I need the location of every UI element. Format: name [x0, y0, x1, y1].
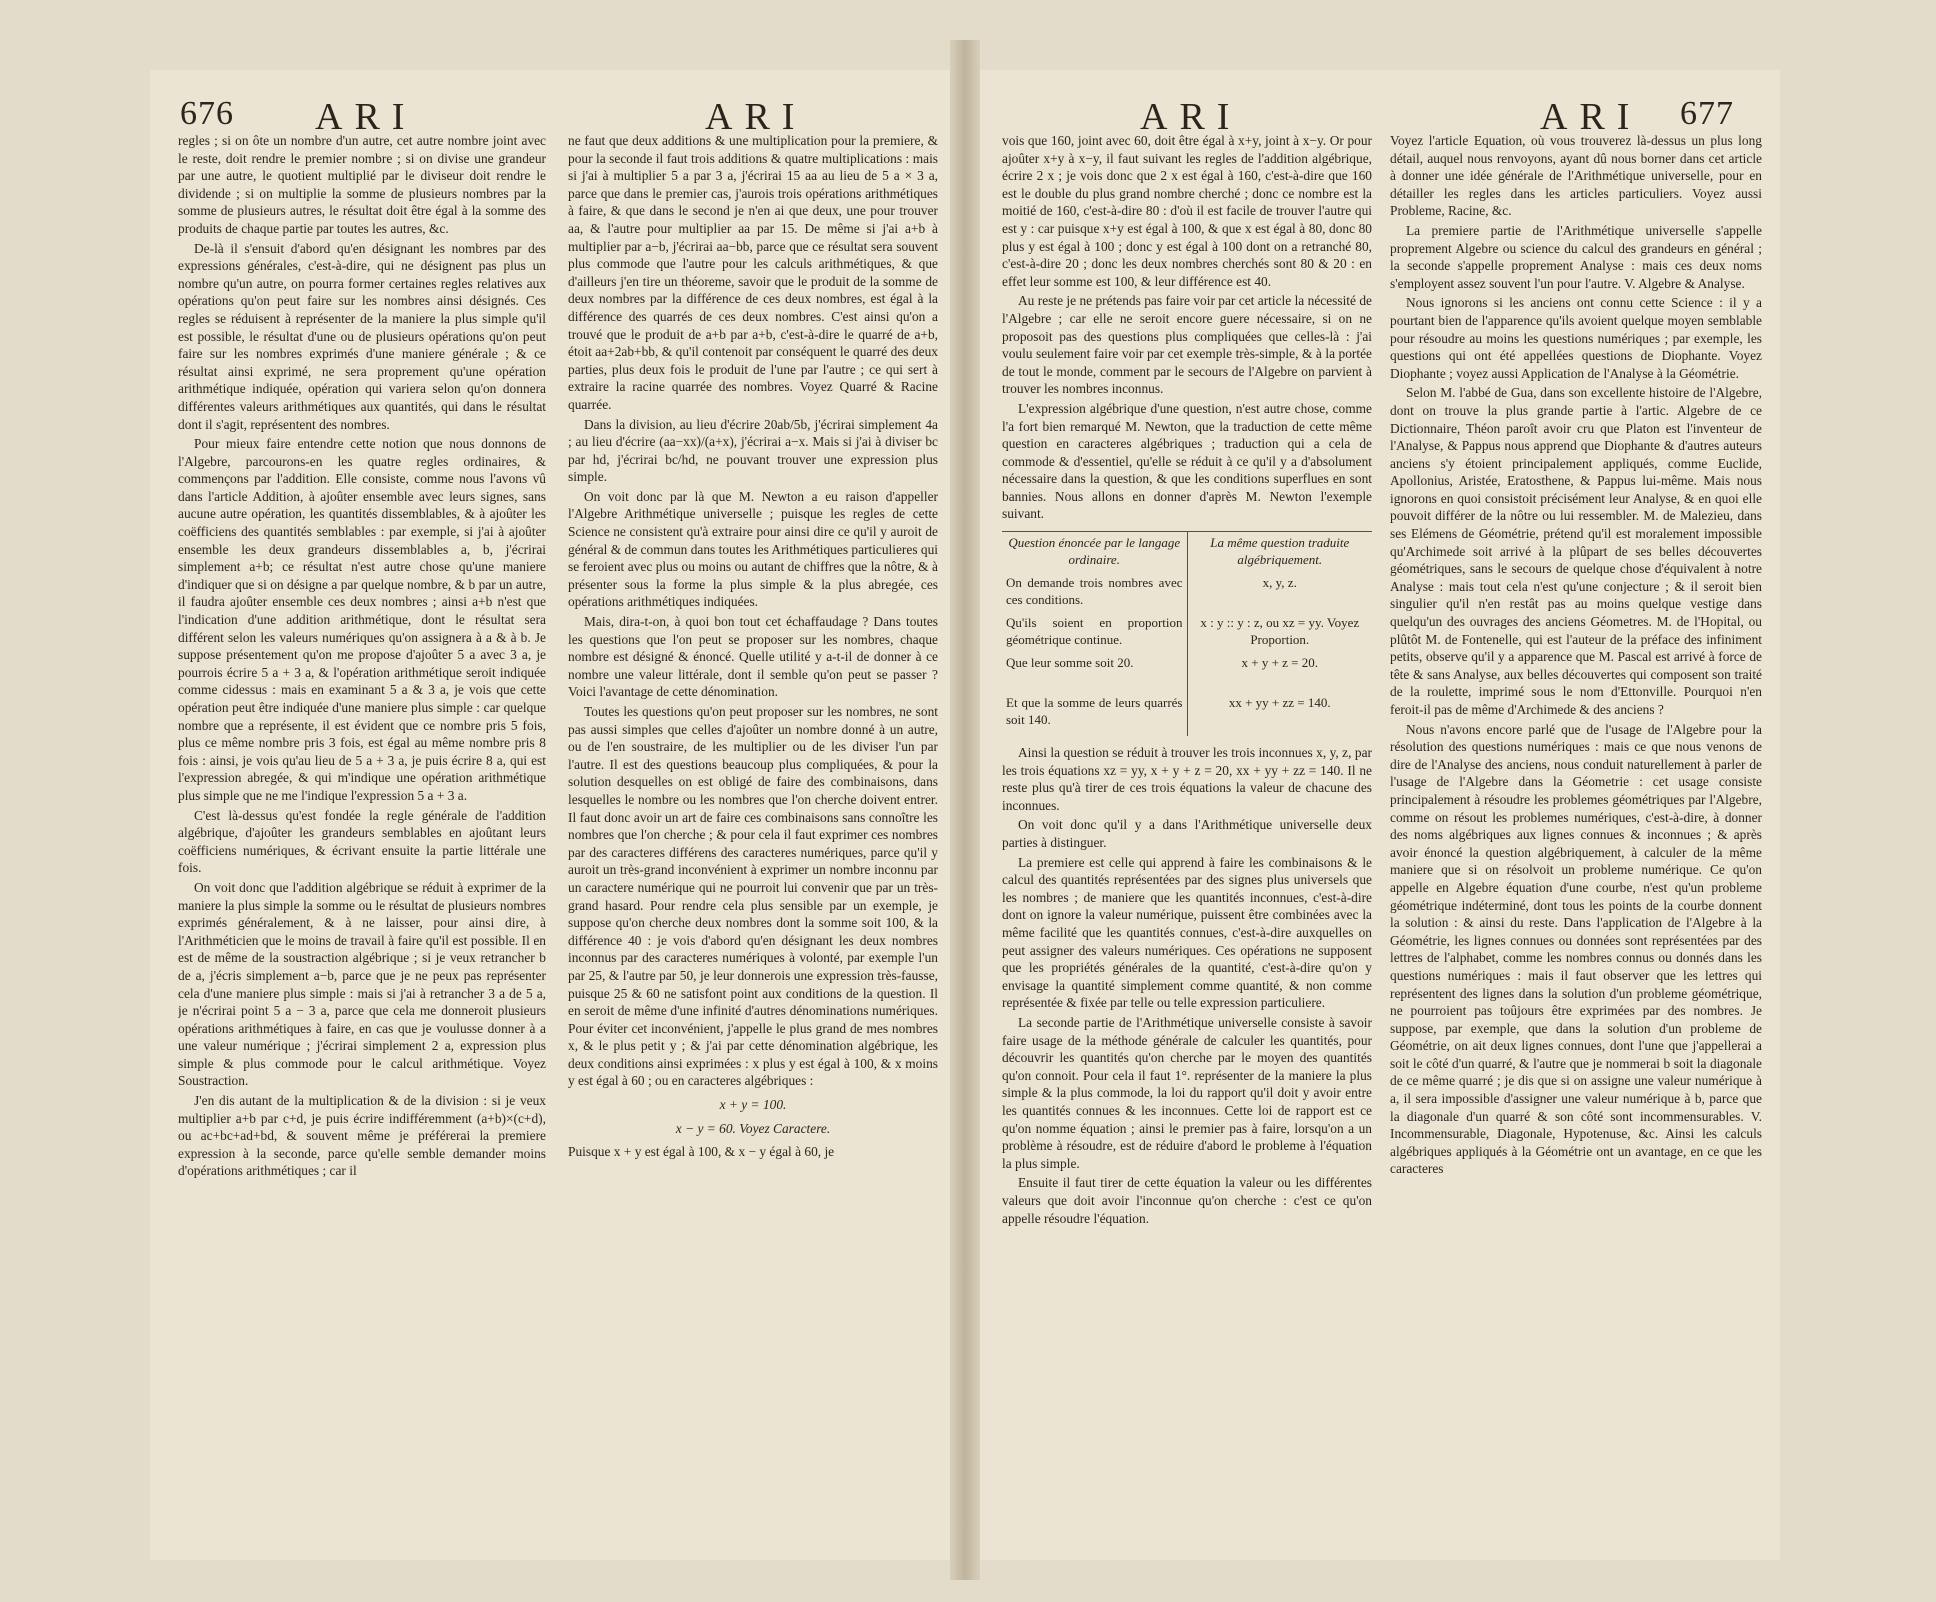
paragraph: Dans la division, au lieu d'écrire 20ab/5b, j'écrirai simplement 4a ; au lieu d'écrire (aa−xx)/(a+x), j'écrirai a−x. Mais si j'ai à diviser bc par hd, j'écrirai bc/hd, ne pouvant trouver une expression plus simple.	[568, 416, 938, 485]
table-cell: xx + yy + zz = 140.	[1228, 695, 1331, 711]
table-cell: x : y :: y : z, ou xz = yy. Voyez Proportion.	[1200, 615, 1360, 648]
paragraph: C'est là-dessus qu'est fondée la regle générale de l'addition algébrique, d'ajoûter les grandeurs semblables en ajoûtant leurs coëfficiens numériques, & écrivant ensuite la partie littérale une fois.	[178, 807, 546, 876]
left-page-column-1	[178, 132, 546, 1542]
running-head: ARI	[705, 96, 807, 138]
table-header: Question énoncée par le langage ordinaire.	[1008, 535, 1181, 568]
running-head: ARI	[1540, 96, 1642, 138]
paragraph: ne faut que deux additions & une multiplication pour la premiere, & pour la seconde il faut trois additions & quatre multiplications : mais si j'ai à multiplier 5 a par 3 a, j'écrirai 15 aa au lieu de 5 a × 3 a, parce que dans le premier cas, j'aurois trois opérations arithmétiques à faire, & que dans le second je n'en ai que deux, une pour trouver aa, & l'autre pour multiplier aa par 15. De même si j'ai a+b à multiplier par a−b, j'écrirai aa−bb, parce que ce résultat sera souvent plus commode que l'autre pour les calculs arithmétiques, & que d'ailleurs j'en tire un théoreme, savoir que le produit de la somme de deux nombres par la différence de ces deux nombres, est égal à la différence des quarrés de ces deux nombres. C'est ainsi qu'on a trouvé que le produit de a+b par a+b, c'est-à-dire le quarré de a+b, étoit aa+2ab+bb, & qu'il contenoit par conséquent le quarré des deux parties, plus deux fois le produit de l'une par l'autre ; ce qui sert à extraire la racine quarrée des nombres. Voyez Quarré & Racine quarrée.	[568, 133, 938, 412]
paragraph: Toutes les questions qu'on peut proposer sur les nombres, ne sont pas aussi simples que celles d'ajoûter un nombre donné à un autre, ou de l'en soustraire, de les multiplier ou de les diviser l'un par l'autre. Il est des questions beaucoup plus compliquées, & pour la solution desquelles on est obligé de faire des combinaisons, dans lesquelles le nombre ou les nombres que l'on cherche doivent entrer. Il faut donc avoir un art de faire ces combinaisons sans connoître les nombres que l'on cherche ; & pour cela il faut exprimer ces nombres par des caracteres différens des caracteres numériques, parce qu'il y auroit un très-grand inconvénient à exprimer un nombre inconnu par un caractere numérique qui ne pourroit lui convenir que par un très-grand hasard. Pour rendre cela plus sensible par un exemple, je suppose qu'on cherche deux nombres dont la somme soit 100, & la différence 40 : je vois d'abord qu'en désignant les deux nombres inconnus par des caracteres numériques à volonté, par exemple l'un par 25, & l'autre par 50, je leur donnerois une expression très-fausse, puisque 25 & 60 ne satisfont point aux conditions de la question. Il en seroit de même d'une infinité d'autres dénominations numériques. Pour éviter cet inconvénient, j'appelle le plus grand de mes nombres x, & le plus petit y ; & j'ai par cette dénomination algébrique, les deux conditions ainsi exprimées : x plus y est égal à 100, & x moins y est égal à 60 ; ou en caracteres algébriques :	[568, 704, 938, 1089]
equation: x + y = 100.	[719, 1097, 787, 1113]
paragraph: Puisque x + y est égal à 100, & x − y égal à 60, je	[568, 1144, 835, 1160]
page-number: 676	[180, 95, 234, 132]
paragraph: Mais, dira-t-on, à quoi bon tout cet échaffaudage ? Dans toutes les questions que l'on peut se proposer sur les nombres, chaque nombre est désigné & énoncé. Quelle utilité y a-t-il de donner à ce nombre une valeur littérale, dont il semble qu'on peut se passer ? Voici l'avantage de cette dénomination.	[568, 614, 938, 700]
paragraph: On voit donc qu'il y a dans l'Arithmétique universelle deux parties à distinguer.	[1002, 817, 1372, 851]
paragraph: vois que 160, joint avec 60, doit être égal à x+y, joint à x−y. Or pour ajoûter x+y à x−y, il faut suivant les regles de l'addition algébrique, écrire 2 x ; je vois donc que 2 x est égal à 160, c'est-à-dire que 160 est le double du plus grand nombre cherché ; donc ce nombre est la moitié de 160, c'est-à-dire 80 : d'où il est facile de trouver l'autre qui est y : car puisque x+y est égal à 100, & que x est égal à 80, donc 80 plus y est égal à 100 ; donc y est égal à 100 dont on a retranché 80, c'est-à-dire 20 ; donc les deux nombres cherchés sont 80 & 20 : en effet leur somme est 100, & leur différence est 40.	[1002, 133, 1372, 289]
paragraph: La seconde partie de l'Arithmétique universelle consiste à savoir faire usage de la méthode générale de calculer les quantités, pour découvrir les quantités qu'on cherche par le moyen des quantités qu'on connoit. Pour cela il faut 1°. représenter de la maniere la plus simple & la plus commode, la loi du rapport qu'il doit y avoir entre les quantités connues & les inconnues. Cette loi de rapport est ce qu'on nomme équation ; ainsi le premier pas à faire, lorsqu'on a un problème à résoudre, est de réduire d'abord le probleme à l'équation la plus simple.	[1002, 1014, 1372, 1171]
paragraph: La premiere partie de l'Arithmétique universelle s'appelle proprement Algebre ou science du calcul des grandeurs en général ; la seconde s'appelle proprement Analyse : mais ces deux noms s'employent assez souvent l'un pour l'autre. V. Algebre & Analyse.	[1390, 222, 1762, 291]
running-head: ARI	[315, 96, 417, 138]
right-page	[980, 70, 1780, 1560]
table-cell: Qu'ils soient en proportion géométrique continue.	[1006, 615, 1183, 648]
right-page-column-2	[1390, 132, 1762, 1542]
running-head: ARI	[1140, 96, 1242, 138]
paragraph: On voit donc par là que M. Newton a eu raison d'appeller l'Algebre Arithmétique universelle ; puisque les regles de cette Science ne consistent qu'à extraire pour ainsi dire ce qu'il y auroit de général & de commun dans toutes les Arithmétiques particulieres qui se feroient avec plus ou moins ou autant de chiffres que la nôtre, & à présenter sous la forme la plus simple & la plus abregée, ces opérations arithmétiques indiquées.	[568, 488, 938, 610]
page-number: 677	[1680, 95, 1734, 132]
paragraph: Au reste je ne prétends pas faire voir par cet article la nécessité de l'Algebre ; car elle ne seroit encore guere nécessaire, si on ne proposoit pas des questions plus compliquées que celles-là : j'ai voulu seulement faire voir par cet exemple très-simple, & à la portée de tout le monde, comment par le secours de l'Algebre on parvient à trouver les nombres inconnus.	[1002, 293, 1372, 397]
paragraph: Nous n'avons encore parlé que de l'usage de l'Algebre pour la résolution des questions numériques : mais ce que nous venons de dire de l'Analyse des anciens, nous conduit naturellement à parler de l'usage de l'Algebre dans la Géometrie : cet usage consiste principalement à résoudre les problemes géométriques par l'Algebre, comme on résout les problemes numériques, c'est-à-dire, à donner des noms algébriques aux lignes connues & inconnues ; & après avoir énoncé la question algébriquement, à calculer de la même maniere que si on résolvoit un probleme numérique. Ce qu'on appelle en Algebre équation d'une courbe, n'est qu'un probleme géométrique indéterminé, dont tous les points de la courbe donnent la solution : & ainsi du reste. Dans l'application de l'Algebre à la Géométrie, les lignes connues ou données sont représentées par des lettres de l'alphabet, comme les nombres connus ou donnés dans les questions numériques : mais il faut observer que les lettres qui représentent des lignes dans la solution d'un probleme géométrique, ne pourroient pas toûjours être exprimées par des nombres. Je suppose, par exemple, que dans la solution d'un probleme de Géométrie, on ait deux lignes connues, dont l'une que j'appellerai a soit le côté d'un quarré, & l'autre que je nommerai b soit la diagonale de ce même quarré ; je dis que si on assigne une valeur numérique à a, il sera impossible d'assigner une valeur numérique à b, parce que la diagonale d'un quarré & son côté sont incommensurables. V. Incommensurable, Diagonale, Hypotenuse, &c. Ainsi les calculs algébriques appliqués à la Géométrie ont un avantage, en ce que les caracteres	[1390, 721, 1762, 1177]
paragraph: L'expression algébrique d'une question, n'est autre chose, comme l'a fort bien remarqué M. Newton, que la traduction de cette même question en caracteres algébriques ; traduction qui a cela de commode & d'essentiel, qu'elle se réduit à ce qu'il y a d'absolument nécessaire dans la question, & que les conditions superflues en sont bannies. Nous allons en donner d'après M. Newton l'exemple suivant.	[1002, 400, 1372, 522]
table-header: La même question traduite algébriquement.	[1210, 535, 1350, 568]
paragraph: Pour mieux faire entendre cette notion que nous donnons de l'Algebre, parcourons-en les quatre regles ordinaires, & commençons par l'addition. Elle consiste, comme nous l'avons vû dans l'article Addition, à ajoûter ensemble avec leurs signes, sans aucune autre opération, les quantités dissemblables, & à ajoûter les coëfficiens des quantités semblables : par exemple, si j'ai à ajoûter ensemble les deux grandeurs dissemblables a, b, j'écrirai simplement a+b; ce résultat n'est autre chose qu'une maniere d'indiquer que si on désigne a par quelque nombre, & b par un autre, il faudra ajoûter ensemble ces deux nombres ; ainsi a+b n'est que l'indication d'une addition arithmétique, dont le résultat sera différent selon les valeurs numériques qu'on assignera à a & à b. Je suppose présentement qu'on me propose d'ajoûter 5 a avec 3 a, je pourrois écrire 5 a + 3 a, & l'opération arithmétique seroit indiquée comme cidessus : mais en examinant 5 a & 3 a, je vois que cette opération peut être indiquée d'une maniere plus simple : car quelque nombre que a représente, il est évident que ce nombre pris 5 fois, plus ce même nombre pris 3 fois, est égal au même nombre pris 8 fois : ainsi, je vois qu'au lieu de 5 a + 3 a, je puis écrire 8 a, qui est l'expression abregée, & qui m'indique une opération arithmétique plus simple que ne me l'indique l'expression 5 a + 3 a.	[178, 436, 546, 803]
left-page-column-2	[568, 132, 938, 1542]
paragraph: J'en dis autant de la multiplication & de la division : si je veux multiplier a+b par c+d, je puis écrire indifféremment (a+b)×(c+d), ou ac+bc+ad+bd, & souvent même je préférerai la premiere expression à la seconde, parce qu'elle semble demander moins d'opérations arithmétiques ; car il	[178, 1093, 546, 1179]
paragraph: Ainsi la question se réduit à trouver les trois inconnues x, y, z, par les trois équations xz = yy, x + y + z = 20, xx + yy + zz = 140. Il ne reste plus qu'à tirer de ces trois équations la valeur de chacune des inconnues.	[1002, 745, 1372, 813]
table-cell: Et que la somme de leurs quarrés soit 140.	[1006, 695, 1183, 728]
table-left-column	[1002, 532, 1187, 736]
table-right-column	[1187, 532, 1373, 736]
paragraph: Ensuite il faut tirer de cette équation la valeur ou les différentes valeurs que doit avoir l'inconnue qu'on cherche : c'est ce qu'on appelle résoudre l'équation.	[1002, 1175, 1372, 1226]
table-cell: Que leur somme soit 20.	[1006, 655, 1134, 671]
left-page	[150, 70, 950, 1560]
table-cell: x + y + z = 20.	[1241, 655, 1318, 671]
right-page-column-1	[1002, 132, 1372, 1542]
book-gutter	[950, 40, 980, 1580]
table-cell: x, y, z.	[1262, 575, 1297, 591]
paragraph: La premiere est celle qui apprend à faire les combinaisons & le calcul des quantités représentées par des signes plus universels que les nombres ; de maniere que les quantités inconnues, c'est-à-dire dont on ignore la valeur numérique, puissent être combinées avec la même facilité que les quantités connues, c'est-à-dire auxquelles on peut assigner des valeurs numériques. Ces opérations ne supposent que les propriétés générales de la quantité, c'est-à-dire qu'on y envisage la quantité simplement comme quantité, & non comme représentée & fixée par telle ou telle expression particuliere.	[1002, 854, 1372, 1011]
translation-table	[1002, 531, 1372, 736]
paragraph: On voit donc que l'addition algébrique se réduit à exprimer de la maniere la plus simple la somme ou le résultat de plusieurs nombres exprimés généralement, & à ne laisser, pour ainsi dire, à l'Arithméticien que le moins de travail à faire qu'il est possible. Il en est de même de la soustraction algébrique ; si je veux retrancher b de a, j'écris simplement a−b, parce que je ne peux pas représenter cela d'une maniere plus simple : mais si j'ai à retrancher 3 a de 5 a, je n'écrirai point 5 a − 3 a, parce que cela me donneroit plusieurs opérations arithmétiques à faire, en cas que je voulusse donner à a une valeur numérique ; j'écrirai simplement 2 a, expression plus simple & plus commode pour le calcul arithmétique. Voyez Soustraction.	[178, 879, 546, 1089]
table-cell: On demande trois nombres avec ces conditions.	[1006, 575, 1183, 608]
paragraph: De-là il s'ensuit d'abord qu'en désignant les nombres par des expressions générales, c'est-à-dire, qui ne désignent pas plus un nombre qu'un autre, on pourra former certaines regles relatives aux opérations qu'on peut faire sur les nombres ainsi désignés. Ces regles se réduisent à représenter de la maniere la plus simple qu'il est possible, le résultat d'une ou de plusieurs opérations qu'on peut faire sur les nombres exprimés d'une maniere générale ; & ce résultat ainsi exprimé, ne sera proprement qu'une opération arithmétique indiquée, opération qui variera selon qu'on donnera différentes valeurs arithmétiques aux quantités, qui dans le résultat dont il s'agit, représentent des nombres.	[178, 240, 546, 432]
paragraph: Nous ignorons si les anciens ont connu cette Science : il y a pourtant bien de l'apparence qu'ils avoient quelque moyen semblable pour résoudre au moins les questions numériques ; par exemple, les questions qui ont été appellées questions de Diophante. Voyez Diophante ; voyez aussi Application de l'Analyse à la Géométrie.	[1390, 295, 1762, 381]
paragraph: Selon M. l'abbé de Gua, dans son excellente histoire de l'Algebre, dont on trouve la plus grande partie à l'artic. Algebre de ce Dictionnaire, Théon paroît avoir cru que Platon est l'inventeur de l'Analyse, & Pappus nous apprend que Diophante & d'autres auteurs anciens s'y étoient principalement appliqués, comme Euclide, Apollonius, Aristée, Eratosthene, & Pappus lui-même. Mais nous ignorons en quoi consistoit précisément leur Analyse, & en quoi elle pouvoit différer de la nôtre ou lui ressembler. M. de Malezieu, dans ses Elémens de Géométrie, prétend qu'il est moralement impossible qu'Archimede soit arrivé à la plûpart de ses belles découvertes géométriques, sans le secours de quelque chose d'équivalent à notre Analyse : mais tout cela n'est qu'une conjecture ; & il seroit bien singulier qu'il n'en restât pas au moins quelque vestige dans quelqu'un des ouvrages des anciens Géometres. M. de l'Hopital, ou plûtôt M. de Fontenelle, qui est l'auteur de la préface des infiniment petits, observe qu'il y a apparence que M. Pascal est arrivé à force de tête & sans Analyse, aux belles découvertes qui composent son traité de la roulette, imprimé sous le nom d'Ettonville. Pourquoi n'en feroit-il pas de même d'Archimede & des anciens ?	[1390, 385, 1762, 717]
equation: x − y = 60. Voyez Caractere.	[675, 1120, 831, 1136]
paragraph: regles ; si on ôte un nombre d'un autre, cet autre nombre joint avec le reste, doit rendre le premier nombre ; si on divise une grandeur par une autre, le quotient multiplié par le diviseur doit rendre le dividende ; si on multiplie la somme de plusieurs nombres par la somme de plusieurs autres, le résultat doit être égal à la somme des produits de chaque partie par toutes les autres, &c.	[178, 133, 546, 236]
paragraph: Voyez l'article Equation, où vous trouverez là-dessus un plus long détail, auquel nous renvoyons, ayant dû nous borner dans cet article à donner une idée générale de l'Arithmétique universelle, pour en détailler les regles dans les articles particuliers. Voyez aussi Probleme, Racine, &c.	[1390, 133, 1762, 219]
